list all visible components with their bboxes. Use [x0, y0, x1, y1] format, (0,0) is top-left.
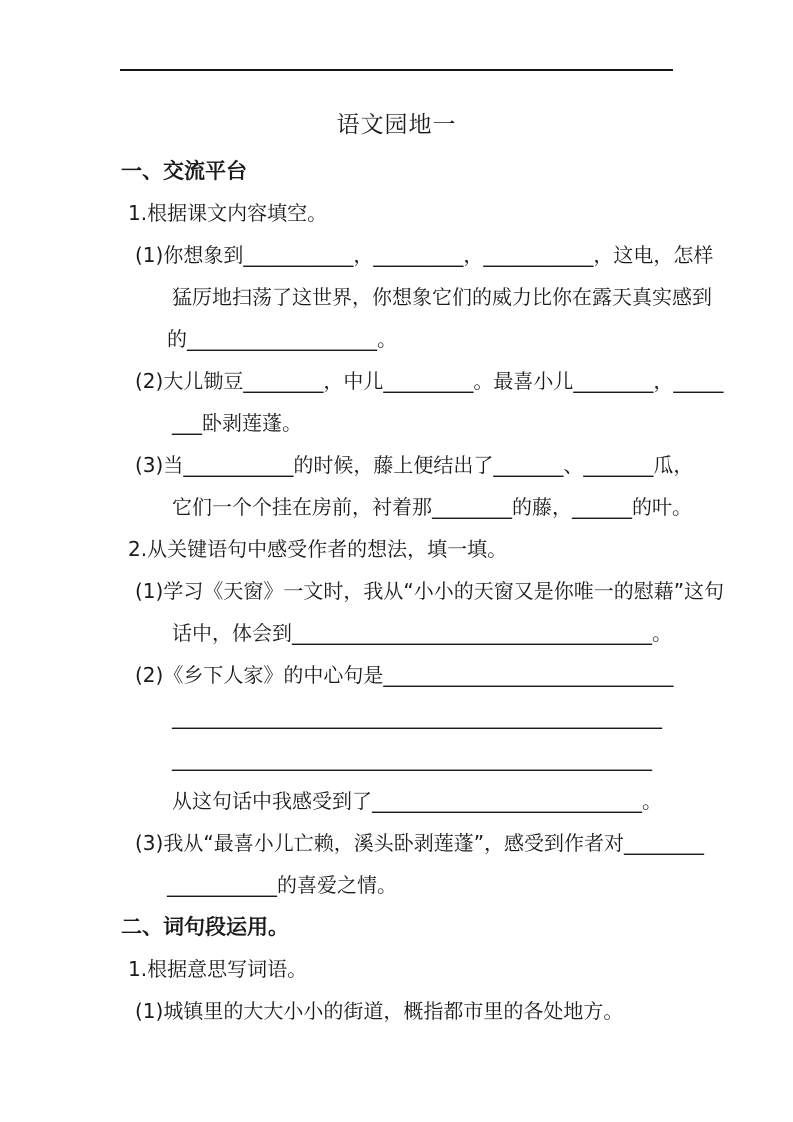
q2-item2-line1: (2)《乡下人家》的中心句是_____________________________ [135, 663, 674, 687]
header-rule [120, 69, 673, 71]
q2-item2-blank-line-1: _________________________________________________ [172, 705, 662, 729]
s2-q1-item1: (1)城镇里的大大小小的街道，概指都市里的各处地方。 [135, 999, 624, 1023]
worksheet-body [0, 150, 793, 1032]
q2-stem: 2.从关键语句中感受作者的想法，填一填。 [128, 537, 508, 561]
section-communication-platform [0, 150, 793, 906]
q2-item3-line1: (3)我从“最喜小儿亡赖，溪头卧剥莲蓬”，感受到作者对________ [135, 831, 705, 855]
q2-item2-line4: 从这句话中我感受到了___________________________。 [172, 789, 662, 813]
q1-stem: 1.根据课文内容填空。 [128, 201, 328, 225]
q1-item2-line1: (2)大儿锄豆________，中儿_________。最喜小儿________，_____ [135, 369, 724, 393]
q1-item3-line1: (3)当___________的时候，藤上便结出了_______、_______瓜， [135, 453, 694, 477]
section-2-heading: 二、词句段运用。 [121, 915, 289, 939]
q2-item3-line2: ___________的喜爱之情。 [167, 873, 397, 897]
q2-item1-line2: 话中，体会到____________________________________。 [172, 621, 672, 645]
s2-q1-stem: 1.根据意思写词语。 [128, 957, 308, 981]
q1-item3-line2: 它们一个个挂在房前，衬着那________的藤，______的叶。 [172, 495, 692, 519]
section-1-heading: 一、交流平台 [121, 159, 247, 183]
q1-item1-line1: (1)你想象到___________，_________，___________，这电，怎样 [135, 243, 714, 267]
q1-item1-line3: 的___________________。 [167, 327, 397, 351]
q1-item2-line2: ___卧剥莲蓬。 [172, 411, 302, 435]
section-words-sentences-usage [0, 906, 793, 1032]
q2-item2-blank-line-2: ________________________________________________ [172, 747, 652, 771]
page-title: 语文园地一 [336, 112, 457, 138]
q2-item1-line1: (1)学习《天窗》一文时，我从“小小的天窗又是你唯一的慰藉”这句 [135, 579, 725, 603]
q1-item1-line2: 猛厉地扫荡了这世界，你想象它们的威力比你在露天真实感到 [172, 285, 712, 309]
